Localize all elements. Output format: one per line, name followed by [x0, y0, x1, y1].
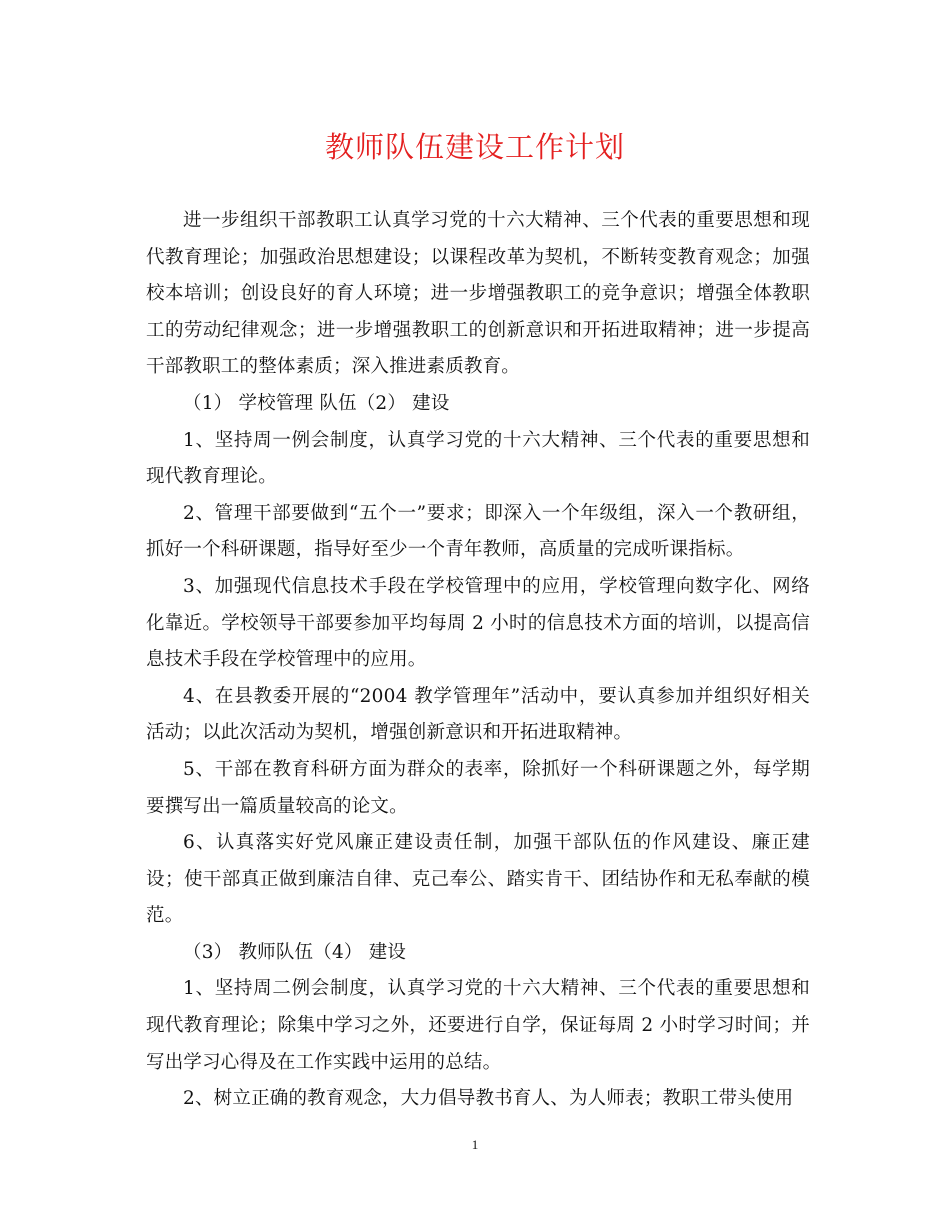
management-item-5: 5、干部在教育科研方面为群众的表率，除抓好一个科研课题之外，每学期要撰写出一篇质量较高的论文。 [146, 758, 810, 817]
management-item-2: 2、管理干部要做到“五个一”要求；即深入一个年级组，深入一个教研组，抓好一个科研课题，指导好至少一个青年教师，高质量的完成听课指标。 [146, 502, 810, 561]
management-item-3: 3、加强现代信息技术手段在学校管理中的应用，学校管理向数字化、网络化靠近。学校领导干部要参加平均每周 2 小时的信息技术方面的培训，以提高信息技术手段在学校管理中的应用。 [146, 575, 810, 671]
document-title: 教师队伍建设工作计划 [324, 130, 625, 164]
document-body [146, 203, 810, 1118]
teacher-item-1: 1、坚持周二例会制度，认真学习党的十六大精神、三个代表的重要思想和现代教育理论；除集中学习之外，还要进行自学，保证每周 2 小时学习时间；并写出学习心得及在工作实践中运用的总结。 [146, 978, 810, 1073]
intro-paragraph: 进一步组织干部教职工认真学习党的十六大精神、三个代表的重要思想和现代教育理论；加强政治思想建设；以课程改革为契机，不断转变教育观念；加强校本培训；创设良好的育人环境；进一步增强教职工的竞争意识；增强全体教职工的劳动纪律观念；进一步增强教职工的创新意识和开拓进取精神；进一步提高干部教职工的整体素质；深入推进素质教育。 [146, 210, 810, 378]
management-item-6: 6、认真落实好党风廉正建设责任制，加强干部队伍的作风建设、廉正建设；使干部真正做到廉洁自律、克己奉公、踏实肯干、团结协作和无私奉献的模范。 [146, 832, 810, 927]
section-heading-teacher-team: （3） 教师队伍（4） 建设 [183, 941, 407, 963]
page-number: 1 [471, 1137, 479, 1152]
management-item-4: 4、在县教委开展的“2004 教学管理年”活动中，要认真参加并组织好相关活动；以此次活动为契机，增强创新意识和开拓进取精神。 [146, 685, 810, 744]
management-item-1: 1、坚持周一例会制度，认真学习党的十六大精神、三个代表的重要思想和现代教育理论。 [146, 429, 810, 488]
section-heading-school-management: （1） 学校管理 队伍（2） 建设 [183, 392, 450, 414]
teacher-item-2: 2、树立正确的教育观念，大力倡导教书育人、为人师表；教职工带头使用 [183, 1088, 794, 1110]
